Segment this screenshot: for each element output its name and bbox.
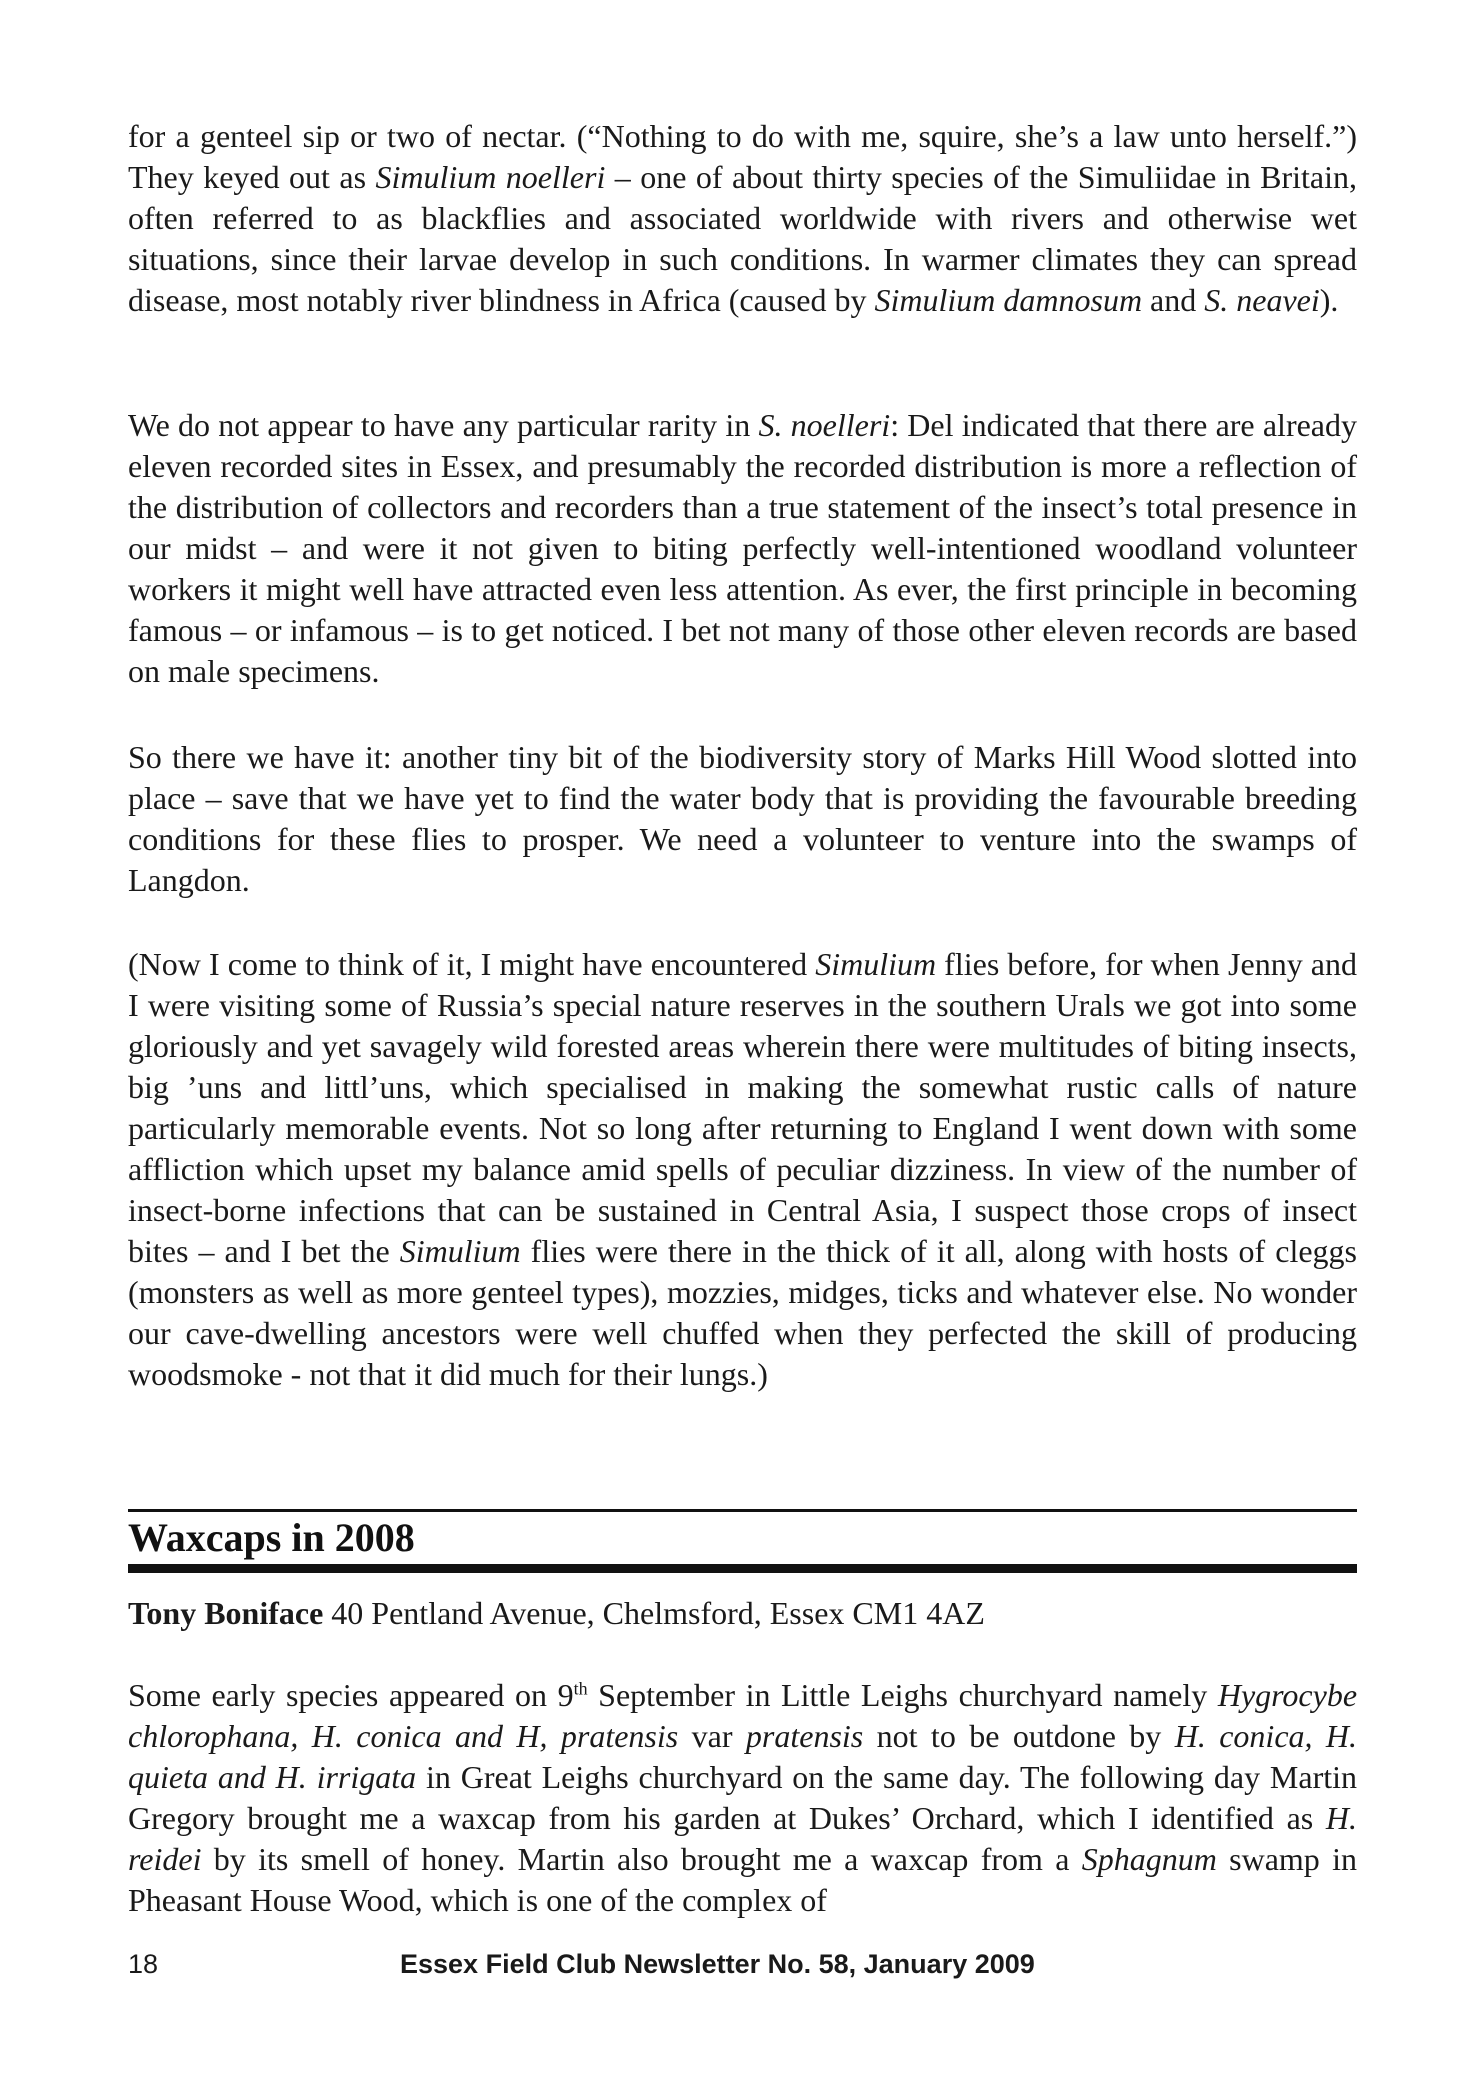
paragraph-urals-recollection [128, 944, 1357, 1395]
italic-term: H. conica, H. quieta and H. irrigata [128, 1718, 1358, 1795]
italic-term: S. neavei [1204, 282, 1320, 318]
article-heading: Waxcaps in 2008 [128, 1515, 415, 1560]
heading-bottom-rule [128, 1564, 1357, 1573]
text-run: var [678, 1718, 746, 1754]
ordinal-suffix: th [573, 1678, 588, 1699]
author-address: 40 Pentland Avenue, Chelmsford, Essex CM1 4AZ [323, 1595, 985, 1631]
paragraph-rarity [128, 405, 1357, 692]
text-run: for a genteel sip or two of nectar. (“Nothing to do with me, squire, she’s a law unto herself.”) They keyed out as [128, 118, 1357, 195]
text-run: and [1142, 282, 1205, 318]
text-run: by its smell of honey. Martin also brought me a waxcap from a [201, 1841, 1082, 1877]
italic-term: Simulium noelleri [375, 159, 606, 195]
text-run: : Del indicated that there are already eleven recorded sites in Essex, and presumably the recorded distribution is more a reflection of the distribution of collectors and recorders than a true statement of the insect’s total presence in our midst – and were it not given to biting perfectly well-intentioned woodland volunteer workers it might well have attracted even less attention. As ever, the first principle in becoming famous – or infamous – is to get noticed. I bet not many of those other eleven records are based on male specimens. [128, 407, 1358, 689]
text-run: – one of about thirty species of the Simuliidae in Britain, often referred to as blackflies and associated worldwide with rivers and otherwise wet situations, since their larvae develop in such conditions. In warmer climates they can spread disease, most notably river blindness in Africa (caused by [128, 159, 1358, 318]
text-run: We do not appear to have any particular rarity in [128, 407, 759, 443]
italic-term: Simulium [815, 946, 937, 982]
text-run: not to be outdone by [863, 1718, 1175, 1754]
footer-title: Essex Field Club Newsletter No. 58, January 2009 [400, 1949, 1035, 1979]
italic-term: Simulium [399, 1233, 521, 1269]
paragraph-waxcaps [128, 1675, 1357, 1921]
text-run: (Now I come to think of it, I might have encountered [128, 946, 816, 982]
text-run: swamp in Pheasant House Wood, which is one of the complex of [128, 1841, 1358, 1918]
italic-term: S. noelleri [758, 407, 891, 443]
italic-term: Hygrocybe chlorophana, H. conica and H, pratensis [128, 1677, 1358, 1754]
author-line [128, 1593, 1357, 1634]
italic-term: Sphagnum [1081, 1841, 1217, 1877]
text-run: ). [1319, 282, 1339, 318]
text-run: flies before, for when Jenny and I were visiting some of Russia’s special nature reserves in the southern Urals we got into some gloriously and yet savagely wild forested areas wherein there were multitudes of biting insects, big ’uns and littl’uns, which specialised in making the somewhat rustic calls of nature particularly memorable events. Not so long after returning to England I went down with some affliction which upset my balance amid spells of peculiar dizziness. In view of the number of insect-borne infections that can be sustained in Central Asia, I suspect those crops of insect bites – and I bet the [128, 946, 1358, 1269]
text-run: in Great Leighs churchyard on the same day. The following day Martin Gregory brought me a waxcap from his garden at Dukes’ Orchard, which I identified as [128, 1759, 1358, 1836]
italic-term: Simulium damnosum [874, 282, 1143, 318]
text-run: Some early species appeared on 9 [128, 1677, 574, 1713]
text-run: September in Little Leighs churchyard namely [587, 1677, 1218, 1713]
text-run: flies were there in the thick of it all, along with hosts of cleggs (monsters as well as more genteel types), mozzies, midges, ticks and whatever else. No wonder our cave-dwelling ancestors were well chuffed when they perfected the skill of producing woodsmoke - not that it did much for their lungs.) [128, 1233, 1358, 1392]
italic-term: H. reidei [128, 1800, 1357, 1877]
paragraph-simulium-intro [128, 116, 1357, 321]
page-number: 18 [128, 1949, 159, 1979]
author-name: Tony Boniface [128, 1595, 324, 1631]
italic-term: pratensis [745, 1718, 864, 1754]
heading-top-rule [128, 1509, 1357, 1512]
text-run: So there we have it: another tiny bit of the biodiversity story of Marks Hill Wood slotted into place – save that we have yet to find the water body that is providing the favourable breeding conditions for these flies to prosper. We need a volunteer to venture into the swamps of Langdon. [128, 739, 1357, 898]
paragraph-marks-hill-wood [128, 737, 1357, 901]
